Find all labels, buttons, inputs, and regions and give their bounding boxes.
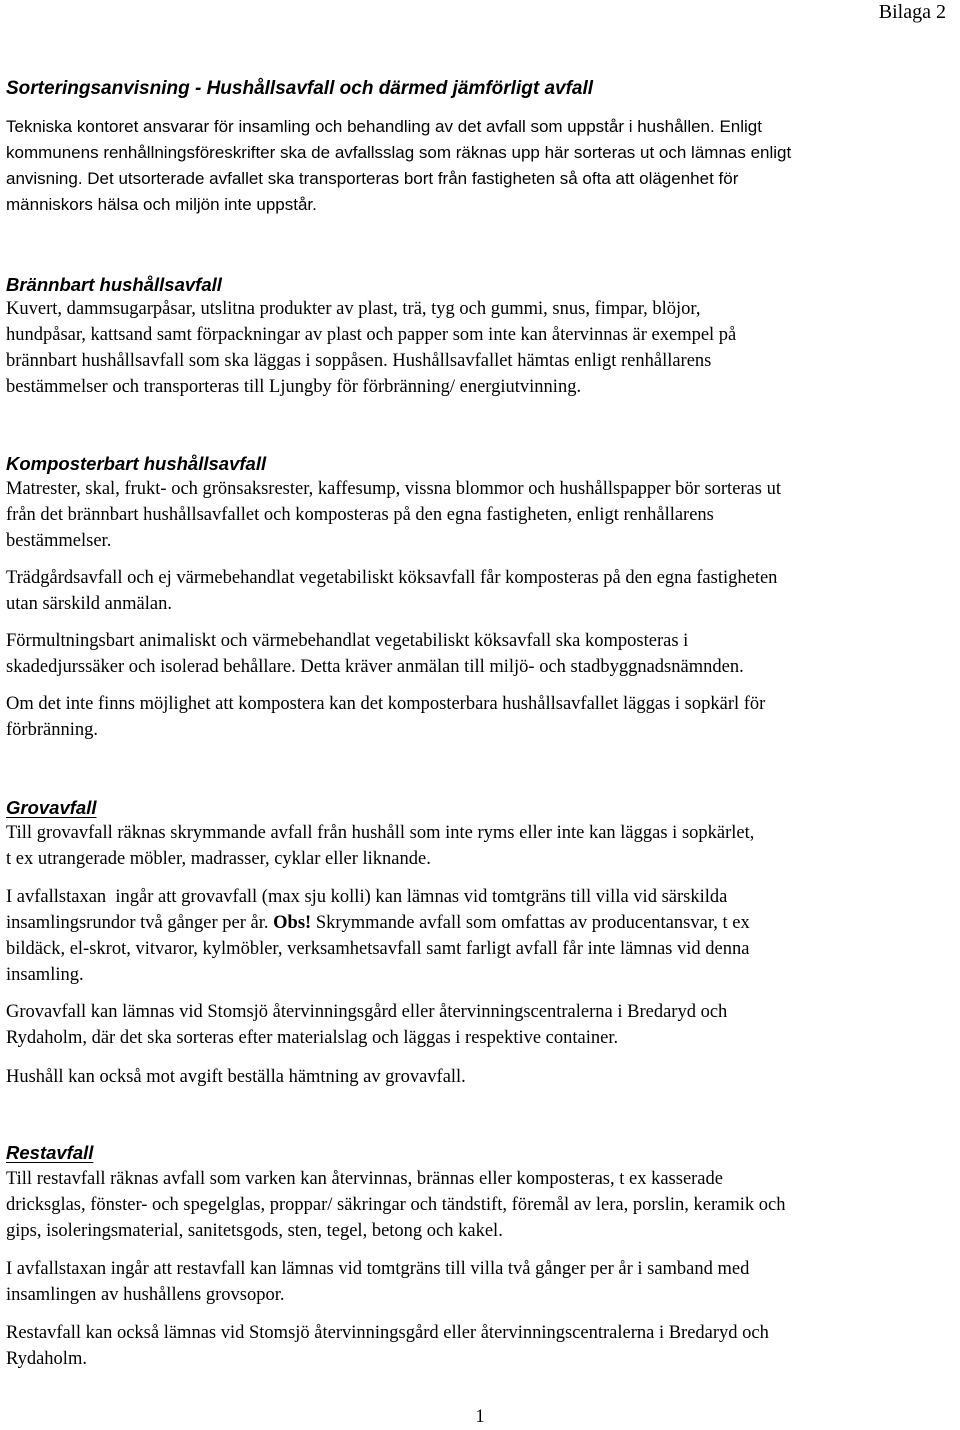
komposterbart-paragraph-3: Förmultningsbart animaliskt och värmebehandlat vegetabiliskt köksavfall ska komposteras i skadedjurssäker och isolerad behållare. Detta kräver anmälan till miljö- och stadbyggnadsnämnden. bbox=[6, 631, 744, 677]
restavfall-paragraph-3: Restavfall kan också lämnas vid Stomsjö återvinningsgård eller återvinningscentralerna i Bredaryd och Rydaholm. bbox=[6, 1323, 769, 1369]
grovavfall-paragraph-3: Grovavfall kan lämnas vid Stomsjö återvinningsgård eller återvinningscentralerna i Bredaryd och Rydaholm, där det ska sorteras efter materialslag och läggas i respektive container. bbox=[6, 1002, 728, 1048]
grovavfall-paragraph-2 bbox=[6, 884, 750, 988]
appendix-label: Bilaga 2 bbox=[878, 1, 946, 23]
heading-restavfall: Restavfall bbox=[6, 1142, 94, 1163]
grovavfall-p2-text-before: I avfallstaxan ingår att grovavfall (max sju kolli) kan lämnas vid tomtgräns till villa vid särskilda insamlingsrundor två gånger per år. bbox=[6, 887, 728, 933]
obs-notice: Obs! bbox=[273, 913, 312, 933]
komposterbart-paragraph-2: Trädgårdsavfall och ej värmebehandlat vegetabiliskt köksavfall får komposteras på den egna fastigheten utan särskild anmälan. bbox=[6, 568, 778, 614]
brannbart-paragraph-1: Kuvert, dammsugarpåsar, utslitna produkter av plast, trä, tyg och gummi, snus, fimpar, blöjor, hundpåsar, kattsand samt förpackningar av plast och papper som inte kan återvinnas är exempel på brännbart hushållsavfall som ska läggas i soppåsen. Hushållsavfallet hämtas enligt renhållarens bestämmelser och transporteras till Ljungby för förbränning/ energiutvinning. bbox=[6, 299, 737, 397]
komposterbart-paragraph-4: Om det inte finns möjlighet att kompostera kan det komposterbara hushållsavfallet läggas i sopkärl för förbränning. bbox=[6, 694, 766, 740]
document-title: Sorteringsanvisning - Hushållsavfall och därmed jämförligt avfall bbox=[6, 78, 594, 99]
restavfall-paragraph-2: I avfallstaxan ingår att restavfall kan lämnas vid tomtgräns till villa två gånger per år i samband med insamlingen av hushållens grovsopor. bbox=[6, 1259, 750, 1305]
grovavfall-p2-text-after: Skrymmande avfall som omfattas av producentansvar, t ex bildäck, el-skrot, vitvaror, kylmöbler, verksamhetsavfall samt farligt avfall får inte lämnas vid denna insamling. bbox=[6, 913, 750, 985]
grovavfall-paragraph-1: Till grovavfall räknas skrymmande avfall från hushåll som inte ryms eller inte kan läggas i sopkärlet, t ex utrangerade möbler, madrasser, cyklar eller liknande. bbox=[6, 823, 755, 869]
komposterbart-paragraph-1: Matrester, skal, frukt- och grönsaksrester, kaffesump, vissna blommor och hushållspapper bör sorteras ut från det brännbart hushållsavfallet och komposteras på den egna fastigheten, enligt renhållarens bestämmelser. bbox=[6, 479, 781, 551]
heading-grovavfall: Grovavfall bbox=[6, 797, 97, 818]
heading-komposterbart: Komposterbart hushållsavfall bbox=[6, 453, 267, 474]
heading-brannbart: Brännbart hushållsavfall bbox=[6, 274, 222, 295]
grovavfall-paragraph-4: Hushåll kan också mot avgift beställa hämtning av grovavfall. bbox=[6, 1067, 466, 1087]
intro-paragraph: Tekniska kontoret ansvarar för insamling och behandling av det avfall som uppstår i hushållen. Enligt kommunens renhållningsföreskrifter ska de avfallsslag som räknas upp här sorteras ut och lämnas enligt anvisning. Det utsorterade avfallet ska transporteras bort från fastigheten så ofta att olägenhet för människors hälsa och miljön inte uppstår. bbox=[6, 117, 792, 214]
restavfall-paragraph-1: Till restavfall räknas avfall som varken kan återvinnas, brännas eller komposteras, t ex kasserade dricksglas, fönster- och spegelglas, proppar/ säkringar och tändstift, föremål av lera, porslin, keramik och gips, isoleringsmaterial, sanitetsgods, sten, tegel, betong och kakel. bbox=[6, 1169, 786, 1241]
page-number: 1 bbox=[475, 1407, 485, 1427]
